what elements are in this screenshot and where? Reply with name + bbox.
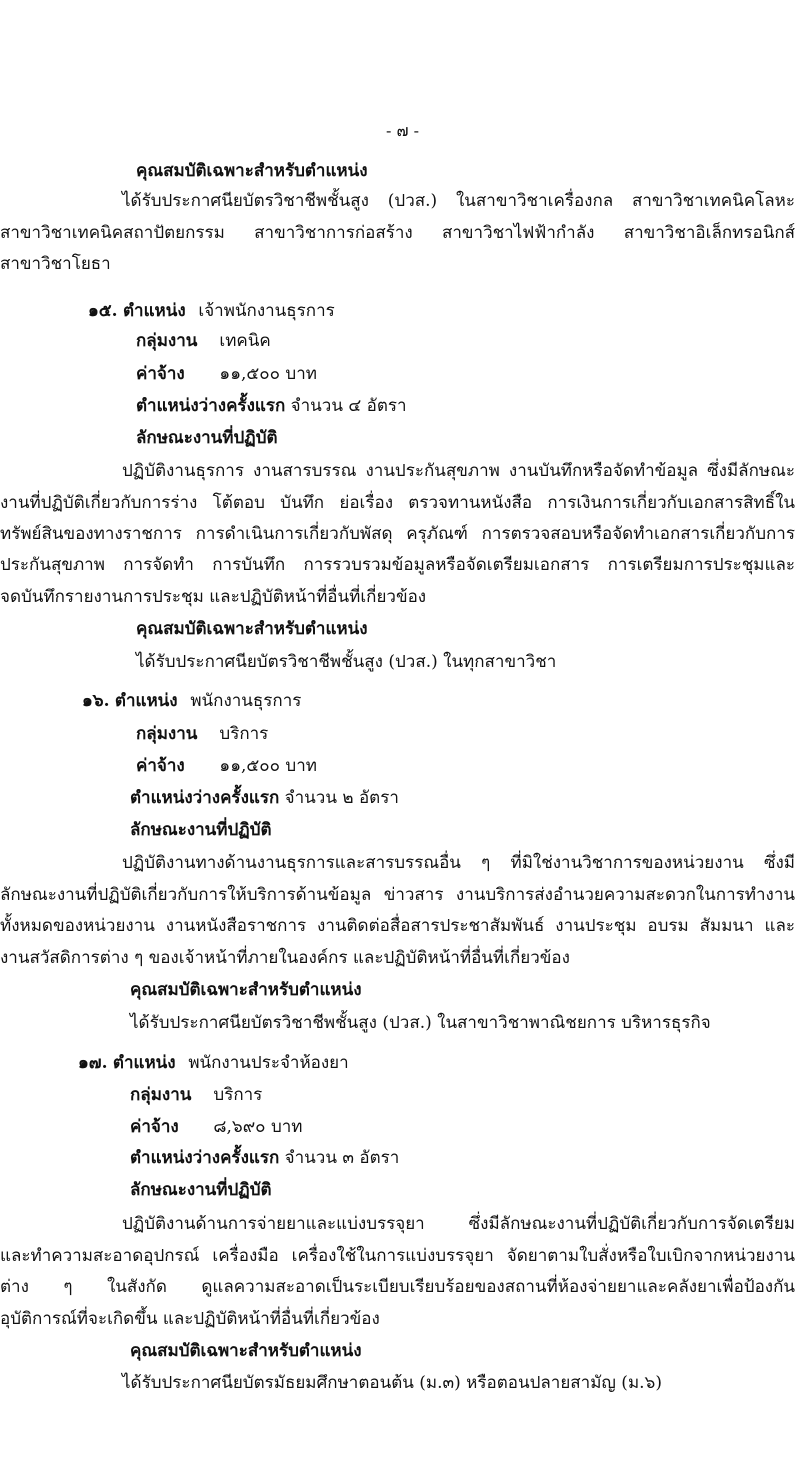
duties-line: ปฏิบัติงานด้านการจ่ายยาและแบ่งบรรจุยา ซึ่งมีลักษณะงานที่ปฏิบัติเกี่ยวกับการจัดเตรียม xyxy=(122,1214,795,1234)
wage-label: ค่าจ้าง xyxy=(136,364,185,384)
page-number: - ๗ - xyxy=(386,121,420,140)
duties-line: ทั้งหมดของหน่วยงาน งานหนังสือราชการ งานติดต่อสื่อสารประชาสัมพันธ์ งานประชุม อบรม สัมมนา และ xyxy=(0,916,795,936)
vacancy-value: จำนวน ๔ อัตรา xyxy=(290,396,407,416)
wage-label: ค่าจ้าง xyxy=(136,756,185,776)
group-value: เทคนิค xyxy=(219,331,271,351)
position-label: ตำแหน่ง xyxy=(112,1053,176,1073)
vacancy-label: ตำแหน่งว่างครั้งแรก xyxy=(130,1148,280,1168)
vacancy-row xyxy=(130,1145,399,1171)
vacancy-value: จำนวน ๒ อัตรา xyxy=(284,788,399,808)
group-row xyxy=(136,721,268,747)
wage-label: ค่าจ้าง xyxy=(130,1117,179,1137)
vacancy-row xyxy=(130,785,399,811)
duties-line: ลักษณะงานที่ปฏิบัติเกี่ยวกับการให้บริการด้านข้อมูล ข่าวสาร งานบริการส่งอำนวยความสะดวกในการทำงาน xyxy=(0,885,795,905)
group-value: บริการ xyxy=(213,1085,263,1105)
wage-value: ๘,๖๙๐ บาท xyxy=(213,1117,303,1137)
wage-value: ๑๑,๕๐๐ บาท xyxy=(219,756,317,776)
wage-row xyxy=(130,1114,303,1140)
duties-heading: ลักษณะงานที่ปฏิบัติ xyxy=(136,428,278,448)
qual-line: ได้รับประกาศนียบัตรวิชาชีพชั้นสูง (ปวส.) ในสาขาวิชาพาณิชยการ บริหารธุรกิจ xyxy=(130,1013,711,1033)
group-row xyxy=(136,328,271,354)
group-value: บริการ xyxy=(219,724,269,744)
intro-qual-line: สาขาวิชาโยธา xyxy=(0,254,111,274)
qual-line: ได้รับประกาศนียบัตรมัธยมศึกษาตอนต้น (ม.๓) หรือตอนปลายสามัญ (ม.๖) xyxy=(122,1373,662,1393)
qual-heading: คุณสมบัติเฉพาะสำหรับตำแหน่ง xyxy=(136,619,368,639)
vacancy-label: ตำแหน่งว่างครั้งแรก xyxy=(136,396,286,416)
duties-line: อุบัติการณ์ที่จะเกิดขึ้น และปฏิบัติหน้าที่อื่นที่เกี่ยวข้อง xyxy=(0,1309,380,1329)
vacancy-row xyxy=(136,393,407,419)
duties-line: ประกันสุขภาพ การจัดทำ การบันทึก การรวบรวมข้อมูลหรือจัดเตรียมเอกสาร การเตรียมการประชุมและ xyxy=(0,555,795,575)
position-label: ตำแหน่ง xyxy=(114,691,178,711)
duties-line: งานที่ปฏิบัติเกี่ยวกับการร่าง โต้ตอบ บันทึก ย่อเรื่อง ตรวจทานหนังสือ การเงินการเกี่ยวกับเอกสารสิทธิ์ใน xyxy=(0,493,795,513)
duties-line: จดบันทึกรายงานการประชุม และปฏิบัติหน้าที่อื่นที่เกี่ยวข้อง xyxy=(0,587,427,607)
duties-line: ปฏิบัติงานธุรการ งานสารบรรณ งานประกันสุขภาพ งานบันทึกหรือจัดทำข้อมูล ซึ่งมีลักษณะ xyxy=(122,461,795,481)
position-number: ๑๕. xyxy=(88,301,118,321)
intro-qual-line: สาขาวิชาเทคนิคสถาปัตยกรรม สาขาวิชาการก่อสร้าง สาขาวิชาไฟฟ้ากำลัง สาขาวิชาอิเล็กทรอนิกส์ xyxy=(0,223,795,243)
position-number: ๑๖. xyxy=(82,691,110,711)
duties-line: ปฏิบัติงานทางด้านงานธุรการและสารบรรณอื่น ๆ ที่มิใช่งานวิชาการของหน่วยงาน ซึ่งมี xyxy=(122,853,795,873)
qual-heading: คุณสมบัติเฉพาะสำหรับตำแหน่ง xyxy=(130,980,362,1000)
position-title: เจ้าพนักงานธุรการ xyxy=(198,301,335,321)
qual-line: ได้รับประกาศนียบัตรวิชาชีพชั้นสูง (ปวส.) ในทุกสาขาวิชา xyxy=(136,652,557,672)
duties-heading: ลักษณะงานที่ปฏิบัติ xyxy=(130,820,272,840)
vacancy-value: จำนวน ๓ อัตรา xyxy=(284,1148,400,1168)
group-label: กลุ่มงาน xyxy=(136,331,198,351)
duties-line: งานสวัสดิการต่าง ๆ ของเจ้าหน้าที่ภายในองค์กร และปฏิบัติหน้าที่อื่นที่เกี่ยวข้อง xyxy=(0,948,570,968)
duties-line: ทรัพย์สินของทางราชการ การดำเนินการเกี่ยวกับพัสดุ ครุภัณฑ์ การตรวจสอบหรือจัดทำเอกสารเกี่ยวกับการ xyxy=(0,524,795,544)
wage-row xyxy=(136,753,317,779)
position-heading xyxy=(78,1050,349,1076)
position-heading xyxy=(88,298,335,324)
duties-line: ต่าง ๆ ในสังกัด ดูแลความสะอาดเป็นระเบียบเรียบร้อยของสถานที่ห้องจ่ายยาและคลังยาเพื่อป้องกัน xyxy=(0,1277,795,1297)
group-label: กลุ่มงาน xyxy=(136,724,198,744)
group-label: กลุ่มงาน xyxy=(130,1085,192,1105)
position-heading xyxy=(82,688,301,714)
intro-qual-line: ได้รับประกาศนียบัตรวิชาชีพชั้นสูง (ปวส.) ในสาขาวิชาเครื่องกล สาขาวิชาเทคนิคโลหะ xyxy=(122,191,795,211)
wage-row xyxy=(136,361,317,387)
position-title: พนักงานประจำห้องยา xyxy=(188,1053,349,1073)
duties-heading: ลักษณะงานที่ปฏิบัติ xyxy=(130,1180,272,1200)
position-label: ตำแหน่ง xyxy=(122,301,186,321)
vacancy-label: ตำแหน่งว่างครั้งแรก xyxy=(130,788,280,808)
intro-qual-heading: คุณสมบัติเฉพาะสำหรับตำแหน่ง xyxy=(136,161,368,181)
position-title: พนักงานธุรการ xyxy=(190,691,302,711)
group-row xyxy=(130,1082,262,1108)
wage-value: ๑๑,๕๐๐ บาท xyxy=(219,364,317,384)
duties-line: และทำความสะอาดอุปกรณ์ เครื่องมือ เครื่องใช้ในการแบ่งบรรจุยา จัดยาตามใบสั่งหรือใบเบิกจากหน่วยงาน xyxy=(0,1246,795,1266)
position-number: ๑๗. xyxy=(78,1053,108,1073)
qual-heading: คุณสมบัติเฉพาะสำหรับตำแหน่ง xyxy=(130,1341,362,1361)
